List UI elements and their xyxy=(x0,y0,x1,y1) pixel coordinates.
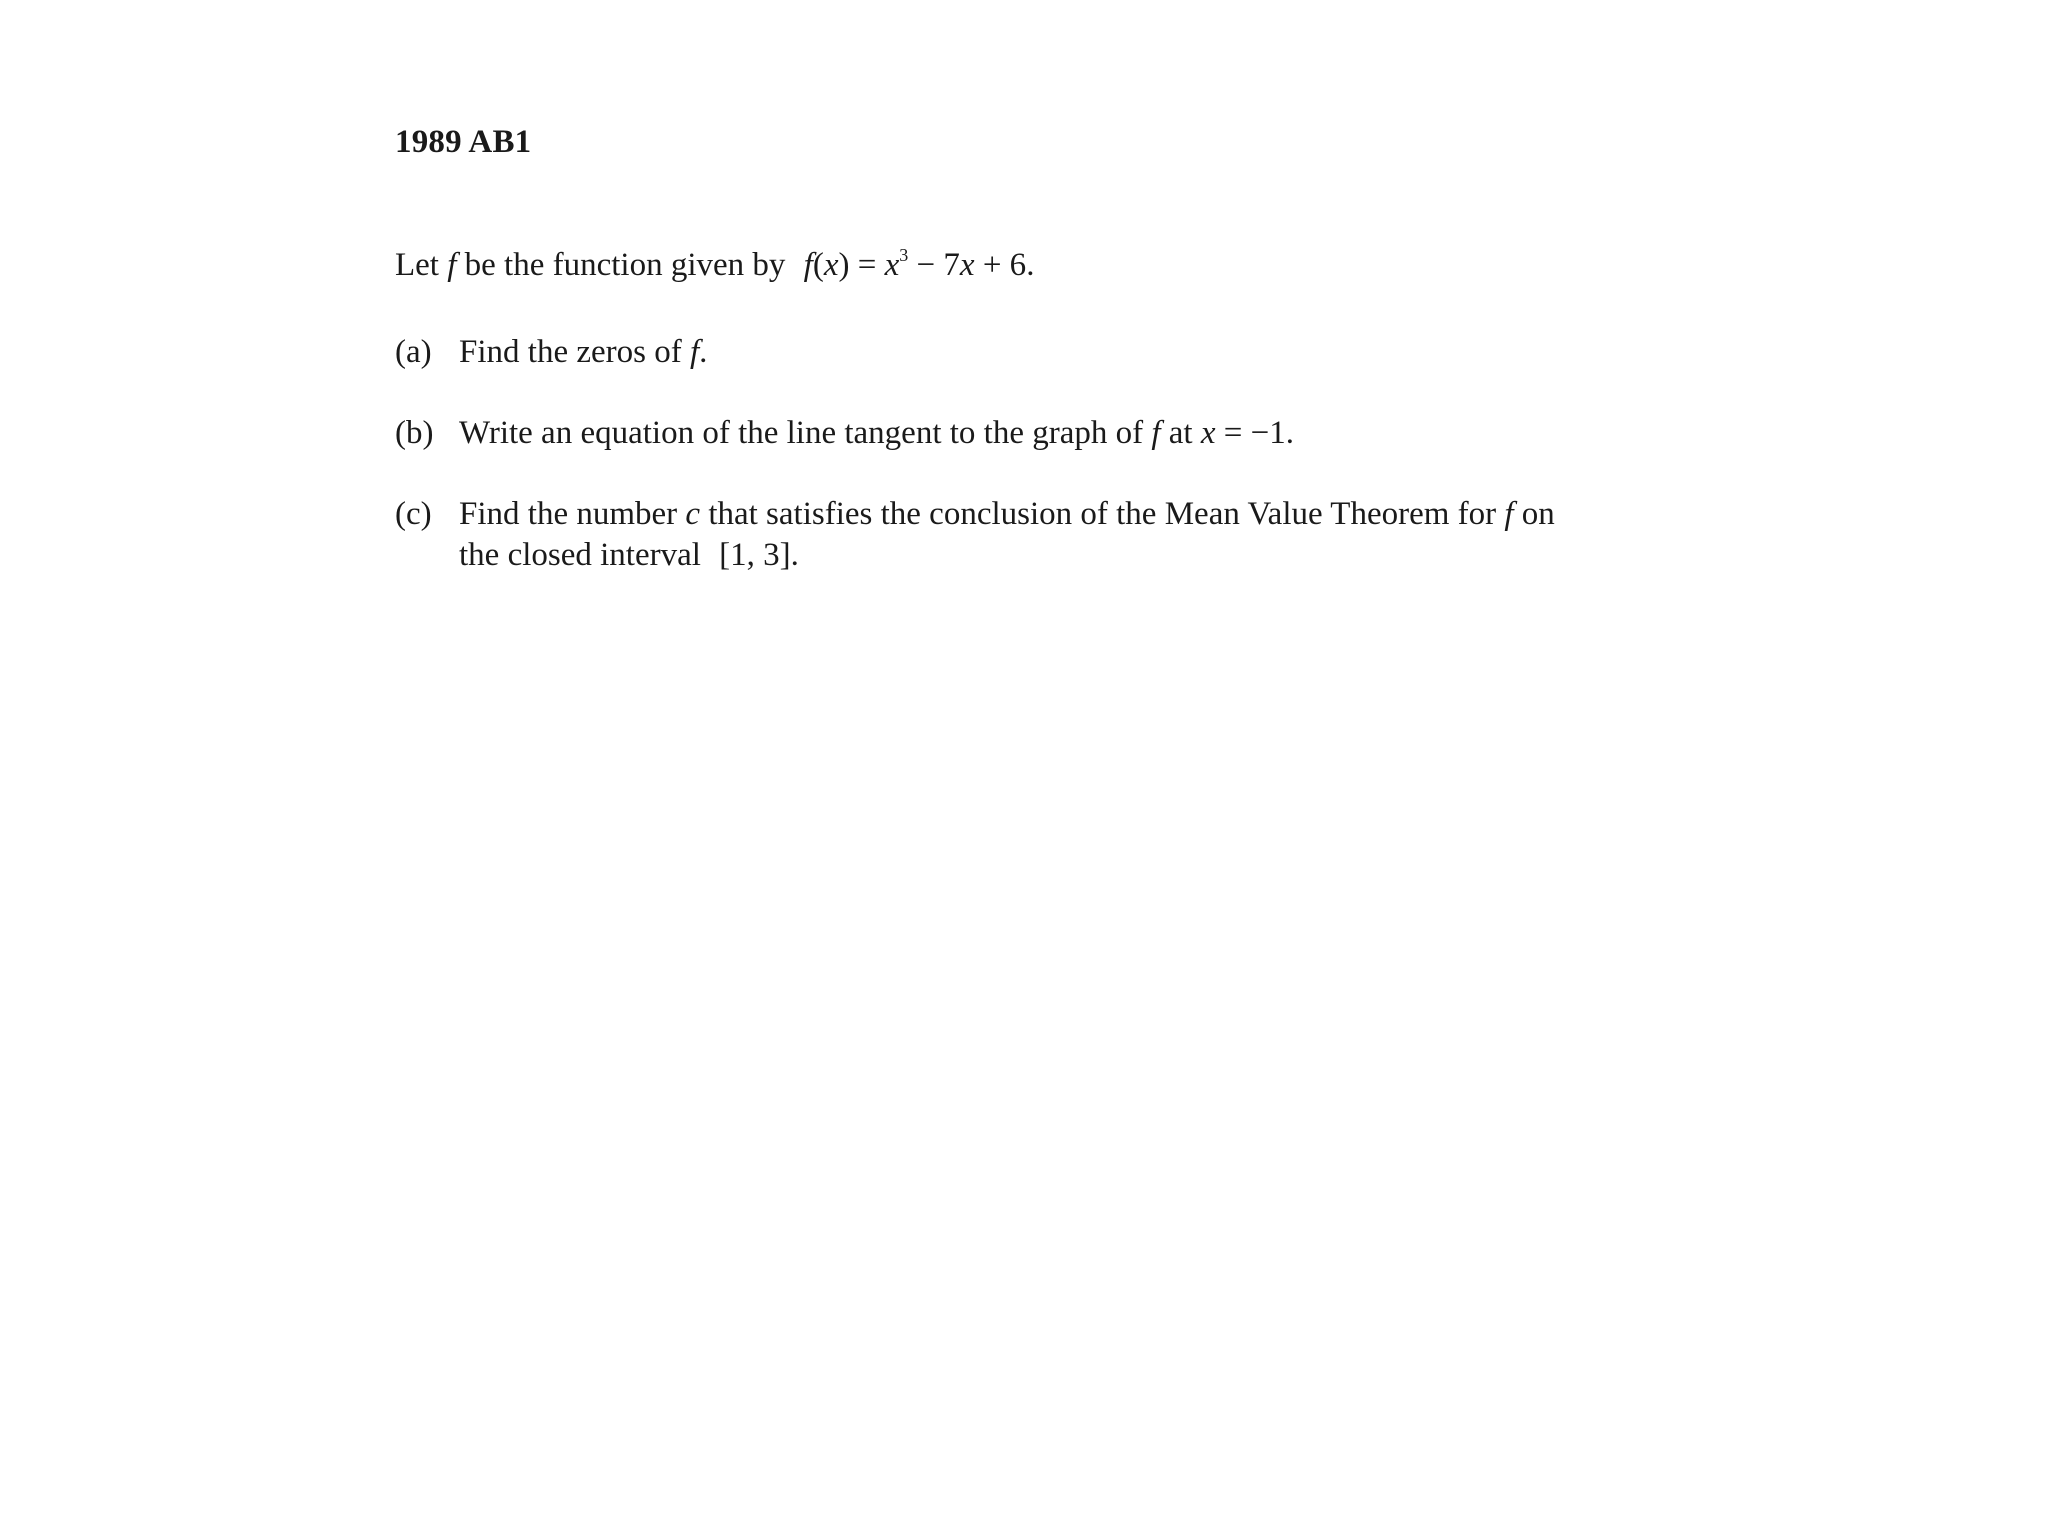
eq-equals: = xyxy=(849,247,885,283)
closed-interval: [1, 3] xyxy=(719,537,791,573)
eq-lhs-f: f xyxy=(803,247,813,283)
f-symbol: f xyxy=(689,334,700,370)
f-symbol: f xyxy=(1151,415,1161,451)
intro-text-before: Let xyxy=(395,247,448,283)
part-c-text-before: Find the number xyxy=(459,496,686,532)
part-c-line1-end: on xyxy=(1513,496,1555,532)
eq-term3: + 6 xyxy=(974,247,1027,283)
part-c-line2: the closed interval xyxy=(459,537,710,573)
part-c-text-after: . xyxy=(790,537,799,573)
part-b-label: (b) xyxy=(395,415,434,451)
eq-term1-exponent: 3 xyxy=(899,245,909,265)
page-title: 1989 AB1 xyxy=(395,124,532,160)
x-variable: x xyxy=(1200,415,1216,451)
intro-period: . xyxy=(1026,247,1035,283)
eq-lhs-var: x xyxy=(823,247,839,283)
function-equation xyxy=(804,247,1027,283)
problem-intro xyxy=(395,245,1034,286)
eq-term2: − 7 xyxy=(908,247,960,283)
eq-term2-var: x xyxy=(959,247,975,283)
part-a-label: (a) xyxy=(395,334,432,370)
part-c-text-middle: that satisfies the conclusion of the Mean Value Theorem for xyxy=(700,496,1505,532)
part-a-text xyxy=(459,332,1659,373)
c-symbol: c xyxy=(685,496,701,532)
part-b-text-middle: at xyxy=(1160,415,1201,451)
intro-text-middle: be the function given by xyxy=(456,247,794,283)
part-b-text xyxy=(459,413,1659,454)
part-b-text-after: = −1. xyxy=(1215,415,1294,451)
eq-term1-var: x xyxy=(884,247,900,283)
eq-paren-open: ( xyxy=(812,247,824,283)
part-a-text-after: . xyxy=(699,334,708,370)
part-b-text-before: Write an equation of the line tangent to the graph of xyxy=(459,415,1152,451)
part-c-label: (c) xyxy=(395,496,432,532)
part-a-text-before: Find the zeros of xyxy=(459,334,690,370)
f-symbol: f xyxy=(1504,496,1514,532)
part-c-text xyxy=(459,494,1659,576)
eq-paren-close: ) xyxy=(838,247,850,283)
f-symbol: f xyxy=(447,247,457,283)
